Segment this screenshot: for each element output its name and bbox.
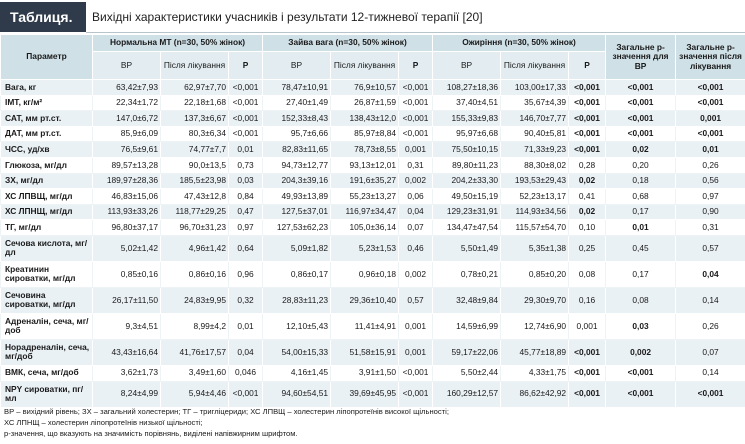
value-cell: 49,93±13,89 <box>263 189 331 205</box>
value-cell: 4,16±1,45 <box>263 365 331 381</box>
table-row <box>1 381 745 407</box>
overall-p-cell: <0,001 <box>676 126 745 142</box>
value-cell: 5,50±2,44 <box>433 365 501 381</box>
value-cell: 5,50±1,49 <box>433 235 501 261</box>
value-cell: 32,48±9,84 <box>433 287 501 313</box>
p-value-cell: 0,16 <box>569 287 606 313</box>
value-cell: 43,43±16,64 <box>93 339 161 365</box>
p-value-cell: 0,57 <box>399 287 433 313</box>
value-cell: 129,23±31,91 <box>433 204 501 220</box>
value-cell: 22,18±1,68 <box>161 95 229 111</box>
value-cell: 78,73±8,55 <box>331 142 399 158</box>
value-cell: 88,30±8,02 <box>501 157 569 173</box>
value-cell: 0,78±0,21 <box>433 261 501 287</box>
subheader-after-treatment: Після лікування <box>501 52 569 80</box>
overall-p-cell: <0,001 <box>606 126 676 142</box>
value-cell: 204,2±33,30 <box>433 173 501 189</box>
subheader-p: P <box>569 52 606 80</box>
row-parameter-name: Вага, кг <box>1 80 93 96</box>
value-cell: 155,33±9,83 <box>433 111 501 127</box>
value-cell: 95,7±6,66 <box>263 126 331 142</box>
p-value-cell: 0,10 <box>569 220 606 236</box>
table-row <box>1 235 745 261</box>
table-row <box>1 220 745 236</box>
overall-p-cell: <0,001 <box>606 381 676 407</box>
value-cell: 89,57±13,28 <box>93 157 161 173</box>
table-row <box>1 189 745 205</box>
row-parameter-name: Норадреналін, сеча, мг/доб <box>1 339 93 365</box>
value-cell: 29,36±10,40 <box>331 287 399 313</box>
overall-p-cell: 0,07 <box>676 339 745 365</box>
p-value-cell: 0,73 <box>229 157 263 173</box>
row-parameter-name: ХС ЛПВЩ, мг/дл <box>1 189 93 205</box>
overall-p-cell: 0,26 <box>676 157 745 173</box>
p-value-cell: <0,001 <box>569 126 606 142</box>
footnote-line: ХС ЛПНЩ – холестерин ліпопротеїнів низької щільності; <box>4 418 203 427</box>
value-cell: 59,17±22,06 <box>433 339 501 365</box>
value-cell: 78,47±10,91 <box>263 80 331 96</box>
p-value-cell: <0,001 <box>569 365 606 381</box>
table-title: Вихідні характеристики учасників і результати 12-тижневої терапії [20] <box>92 10 483 24</box>
overall-p-cell: <0,001 <box>606 111 676 127</box>
subheader-p: P <box>229 52 263 80</box>
value-cell: 160,29±12,57 <box>433 381 501 407</box>
p-value-cell: <0,001 <box>229 126 263 142</box>
value-cell: 96,80±37,17 <box>93 220 161 236</box>
value-cell: 74,77±7,7 <box>161 142 229 158</box>
results-table <box>0 34 745 408</box>
overall-p-cell: 0,31 <box>676 220 745 236</box>
subheader-baseline: ВР <box>93 52 161 80</box>
p-value-cell: 0,47 <box>229 204 263 220</box>
value-cell: 116,97±34,47 <box>331 204 399 220</box>
value-cell: 95,97±6,68 <box>433 126 501 142</box>
value-cell: 9,3±4,51 <box>93 313 161 339</box>
value-cell: 51,58±15,91 <box>331 339 399 365</box>
row-parameter-name: Глюкоза, мг/дл <box>1 157 93 173</box>
p-value-cell: 0,01 <box>229 313 263 339</box>
p-value-cell: <0,001 <box>569 339 606 365</box>
value-cell: 3,49±1,60 <box>161 365 229 381</box>
value-cell: 62,97±7,70 <box>161 80 229 96</box>
value-cell: 28,83±11,23 <box>263 287 331 313</box>
header-overall-treatment: Загальне р-значення після лікування <box>676 35 745 80</box>
footnote-line: р-значення, що вказують на значимість порівнянь, виділені напівжирним шрифтом. <box>4 429 298 438</box>
p-value-cell: 0,28 <box>569 157 606 173</box>
value-cell: 5,02±1,42 <box>93 235 161 261</box>
value-cell: 24,83±9,95 <box>161 287 229 313</box>
value-cell: 147,0±6,72 <box>93 111 161 127</box>
subheader-after-treatment: Після лікування <box>331 52 399 80</box>
subheader-after-treatment: Після лікування <box>161 52 229 80</box>
value-cell: 14,59±6,99 <box>433 313 501 339</box>
table-row <box>1 142 745 158</box>
overall-p-cell: 0,02 <box>606 142 676 158</box>
overall-p-cell: 0,17 <box>606 204 676 220</box>
value-cell: 0,96±0,18 <box>331 261 399 287</box>
overall-p-cell: 0,26 <box>676 313 745 339</box>
overall-p-cell: <0,001 <box>606 80 676 96</box>
p-value-cell: 0,46 <box>399 235 433 261</box>
overall-p-cell: 0,14 <box>676 365 745 381</box>
value-cell: 115,57±54,70 <box>501 220 569 236</box>
table-row <box>1 339 745 365</box>
table-footnotes <box>4 406 744 439</box>
value-cell: 4,33±1,75 <box>501 365 569 381</box>
value-cell: 39,69±45,95 <box>331 381 399 407</box>
overall-p-cell: 0,20 <box>606 157 676 173</box>
value-cell: 8,99±4,2 <box>161 313 229 339</box>
p-value-cell: 0,06 <box>399 189 433 205</box>
p-value-cell: 0,002 <box>399 261 433 287</box>
p-value-cell: <0,001 <box>399 111 433 127</box>
value-cell: 127,5±37,01 <box>263 204 331 220</box>
p-value-cell: <0,001 <box>229 80 263 96</box>
row-parameter-name: ІМТ, кг/м² <box>1 95 93 111</box>
table-row <box>1 95 745 111</box>
header-parameter: Параметр <box>1 35 93 80</box>
overall-p-cell: 0,18 <box>606 173 676 189</box>
p-value-cell: 0,32 <box>229 287 263 313</box>
value-cell: 22,34±1,72 <box>93 95 161 111</box>
value-cell: 113,93±33,26 <box>93 204 161 220</box>
value-cell: 90,40±5,81 <box>501 126 569 142</box>
p-value-cell: 0,03 <box>229 173 263 189</box>
row-parameter-name: ВМК, сеча, мг/доб <box>1 365 93 381</box>
value-cell: 49,50±15,19 <box>433 189 501 205</box>
p-value-cell: 0,001 <box>399 339 433 365</box>
value-cell: 12,10±5,43 <box>263 313 331 339</box>
table-row <box>1 173 745 189</box>
row-parameter-name: ХС ЛПНЩ, мг/дл <box>1 204 93 220</box>
overall-p-cell: <0,001 <box>676 381 745 407</box>
p-value-cell: <0,001 <box>399 365 433 381</box>
table-title-bar <box>0 0 745 34</box>
overall-p-cell: 0,01 <box>676 142 745 158</box>
value-cell: 12,74±6,90 <box>501 313 569 339</box>
overall-p-cell: 0,17 <box>606 261 676 287</box>
table-row <box>1 261 745 287</box>
row-parameter-name: Креатинин сироватки, мг/дл <box>1 261 93 287</box>
value-cell: 0,86±0,16 <box>161 261 229 287</box>
p-value-cell: <0,001 <box>399 95 433 111</box>
subheader-p: P <box>399 52 433 80</box>
value-cell: 185,5±23,98 <box>161 173 229 189</box>
value-cell: 118,77±29,25 <box>161 204 229 220</box>
value-cell: 45,77±18,89 <box>501 339 569 365</box>
value-cell: 47,43±12,8 <box>161 189 229 205</box>
value-cell: 71,33±9,23 <box>501 142 569 158</box>
p-value-cell: 0,02 <box>569 173 606 189</box>
value-cell: 80,3±6,34 <box>161 126 229 142</box>
value-cell: 54,00±15,33 <box>263 339 331 365</box>
overall-p-cell: 0,57 <box>676 235 745 261</box>
p-value-cell: 0,25 <box>569 235 606 261</box>
value-cell: 90,0±13,5 <box>161 157 229 173</box>
subheader-baseline: ВР <box>433 52 501 80</box>
overall-p-cell: 0,90 <box>676 204 745 220</box>
p-value-cell: 0,31 <box>399 157 433 173</box>
value-cell: 0,85±0,16 <box>93 261 161 287</box>
overall-p-cell: <0,001 <box>606 365 676 381</box>
overall-p-cell: <0,001 <box>676 95 745 111</box>
p-value-cell: 0,41 <box>569 189 606 205</box>
p-value-cell: 0,97 <box>229 220 263 236</box>
value-cell: 137,3±6,67 <box>161 111 229 127</box>
p-value-cell: <0,001 <box>229 381 263 407</box>
value-cell: 127,53±62,23 <box>263 220 331 236</box>
value-cell: 96,70±31,23 <box>161 220 229 236</box>
value-cell: 29,30±9,70 <box>501 287 569 313</box>
value-cell: 75,50±10,15 <box>433 142 501 158</box>
row-parameter-name: Сечовина сироватки, мг/дл <box>1 287 93 313</box>
p-value-cell: 0,02 <box>569 204 606 220</box>
value-cell: 114,93±34,56 <box>501 204 569 220</box>
value-cell: 86,62±42,92 <box>501 381 569 407</box>
p-value-cell: <0,001 <box>399 381 433 407</box>
value-cell: 52,23±13,17 <box>501 189 569 205</box>
overall-p-cell: 0,45 <box>606 235 676 261</box>
value-cell: 37,40±4,51 <box>433 95 501 111</box>
p-value-cell: <0,001 <box>399 80 433 96</box>
table-body <box>1 80 745 408</box>
overall-p-cell: 0,01 <box>606 220 676 236</box>
overall-p-cell: <0,001 <box>676 80 745 96</box>
table-row <box>1 313 745 339</box>
overall-p-cell: 0,68 <box>606 189 676 205</box>
value-cell: 0,86±0,17 <box>263 261 331 287</box>
table-row <box>1 126 745 142</box>
p-value-cell: <0,001 <box>399 126 433 142</box>
header-group-normal: Нормальна МТ (n=30, 50% жінок) <box>93 35 263 52</box>
value-cell: 189,97±28,36 <box>93 173 161 189</box>
row-parameter-name: САТ, мм рт.ст. <box>1 111 93 127</box>
value-cell: 103,00±17,33 <box>501 80 569 96</box>
row-parameter-name: ТГ, мг/дл <box>1 220 93 236</box>
p-value-cell: 0,07 <box>399 220 433 236</box>
row-parameter-name: ЧСС, уд/хв <box>1 142 93 158</box>
value-cell: 94,60±54,51 <box>263 381 331 407</box>
p-value-cell: 0,002 <box>399 173 433 189</box>
value-cell: 5,09±1,82 <box>263 235 331 261</box>
p-value-cell: 0,04 <box>229 339 263 365</box>
value-cell: 11,41±4,91 <box>331 313 399 339</box>
p-value-cell: 0,001 <box>399 142 433 158</box>
value-cell: 146,70±7,77 <box>501 111 569 127</box>
value-cell: 89,80±11,23 <box>433 157 501 173</box>
value-cell: 46,83±15,06 <box>93 189 161 205</box>
value-cell: 3,62±1,73 <box>93 365 161 381</box>
value-cell: 35,67±4,39 <box>501 95 569 111</box>
value-cell: 27,40±1,49 <box>263 95 331 111</box>
p-value-cell: <0,001 <box>569 95 606 111</box>
value-cell: 55,23±13,27 <box>331 189 399 205</box>
value-cell: 76,9±10,57 <box>331 80 399 96</box>
row-parameter-name: ДАТ, мм рт.ст. <box>1 126 93 142</box>
value-cell: 82,83±11,65 <box>263 142 331 158</box>
subheader-baseline: ВР <box>263 52 331 80</box>
table-label-badge: Таблиця. <box>0 2 86 32</box>
value-cell: 134,47±47,54 <box>433 220 501 236</box>
row-parameter-name: Адреналін, сеча, мг/доб <box>1 313 93 339</box>
overall-p-cell: 0,97 <box>676 189 745 205</box>
value-cell: 85,9±6,09 <box>93 126 161 142</box>
header-group-obesity: Ожиріння (n=30, 50% жінок) <box>433 35 606 52</box>
row-parameter-name: NPY сироватки, пг/мл <box>1 381 93 407</box>
header-group-overweight: Зайва вага (n=30, 50% жінок) <box>263 35 433 52</box>
value-cell: 4,96±1,42 <box>161 235 229 261</box>
value-cell: 8,24±4,99 <box>93 381 161 407</box>
overall-p-cell: 0,03 <box>606 313 676 339</box>
p-value-cell: 0,046 <box>229 365 263 381</box>
value-cell: 204,3±39,16 <box>263 173 331 189</box>
p-value-cell: <0,001 <box>569 381 606 407</box>
p-value-cell: 0,84 <box>229 189 263 205</box>
value-cell: 5,94±4,46 <box>161 381 229 407</box>
p-value-cell: <0,001 <box>229 95 263 111</box>
value-cell: 138,43±12,0 <box>331 111 399 127</box>
overall-p-cell: <0,001 <box>606 95 676 111</box>
p-value-cell: <0,001 <box>229 111 263 127</box>
header-overall-baseline: Загальне р-значення для ВР <box>606 35 676 80</box>
value-cell: 76,5±9,61 <box>93 142 161 158</box>
table-row <box>1 287 745 313</box>
value-cell: 93,13±12,01 <box>331 157 399 173</box>
value-cell: 5,23±1,53 <box>331 235 399 261</box>
value-cell: 193,53±29,43 <box>501 173 569 189</box>
p-value-cell: 0,04 <box>399 204 433 220</box>
row-parameter-name: Сечова кислота, мг/дл <box>1 235 93 261</box>
p-value-cell: <0,001 <box>569 111 606 127</box>
p-value-cell: 0,96 <box>229 261 263 287</box>
value-cell: 41,76±17,57 <box>161 339 229 365</box>
overall-p-cell: 0,002 <box>606 339 676 365</box>
p-value-cell: 0,08 <box>569 261 606 287</box>
table-row <box>1 204 745 220</box>
value-cell: 26,17±11,50 <box>93 287 161 313</box>
value-cell: 26,87±1,59 <box>331 95 399 111</box>
p-value-cell: 0,001 <box>569 313 606 339</box>
value-cell: 94,73±12,77 <box>263 157 331 173</box>
table-row <box>1 111 745 127</box>
footnote-line: ВР – вихідний рівень; ЗХ – загальний холестерин; ТГ – тригліцериди; ХС ЛПВЩ – холестерин ліпопротеїнів високої щільності; <box>4 407 449 416</box>
overall-p-cell: 0,04 <box>676 261 745 287</box>
value-cell: 5,35±1,38 <box>501 235 569 261</box>
title-divider <box>86 32 745 33</box>
value-cell: 63,42±7,93 <box>93 80 161 96</box>
p-value-cell: <0,001 <box>569 80 606 96</box>
p-value-cell: 0,001 <box>399 313 433 339</box>
value-cell: 85,97±8,84 <box>331 126 399 142</box>
row-parameter-name: ЗХ, мг/дл <box>1 173 93 189</box>
table-row <box>1 157 745 173</box>
overall-p-cell: 0,08 <box>606 287 676 313</box>
overall-p-cell: 0,56 <box>676 173 745 189</box>
overall-p-cell: 0,14 <box>676 287 745 313</box>
p-value-cell: 0,01 <box>229 142 263 158</box>
overall-p-cell: 0,001 <box>676 111 745 127</box>
p-value-cell: 0,64 <box>229 235 263 261</box>
value-cell: 108,27±18,36 <box>433 80 501 96</box>
value-cell: 0,85±0,20 <box>501 261 569 287</box>
value-cell: 105,0±36,14 <box>331 220 399 236</box>
value-cell: 191,6±35,27 <box>331 173 399 189</box>
table-row <box>1 365 745 381</box>
value-cell: 152,33±8,43 <box>263 111 331 127</box>
value-cell: 3,91±1,50 <box>331 365 399 381</box>
p-value-cell: <0,001 <box>569 142 606 158</box>
table-row <box>1 80 745 96</box>
